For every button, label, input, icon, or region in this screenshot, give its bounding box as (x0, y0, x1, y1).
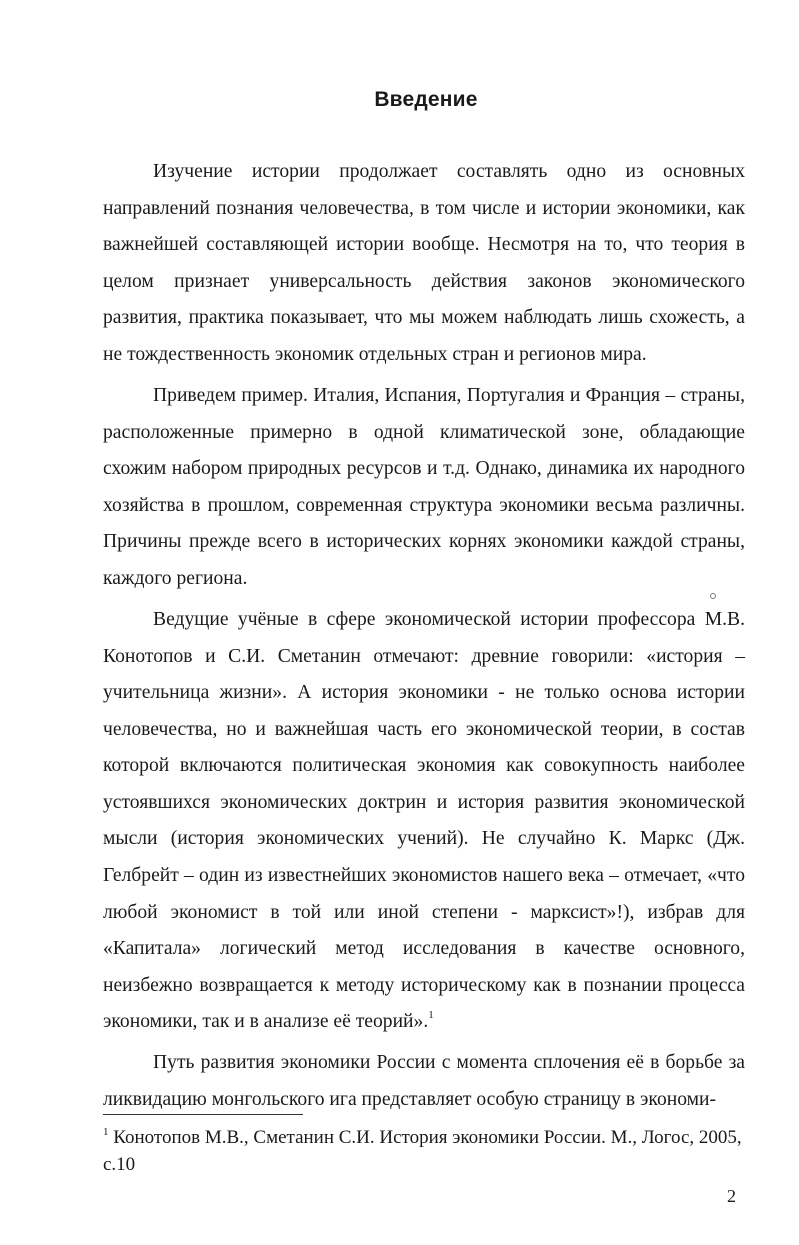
footnote-text: Конотопов М.В., Сметанин С.И. История экономики России. М., Логос, 2005, с.10 (103, 1127, 742, 1175)
footnote (103, 1124, 743, 1178)
paragraph-3 (103, 602, 745, 1041)
footnote-reference[interactable]: 1 (428, 1009, 434, 1022)
paragraph-1: Изучение истории продолжает составлять одно из основных направлений познания человечества, в том числе и истории экономики, как важнейшей составляющей истории вообще. Несмотря на то, что теория в целом признает универсальность действия законов экономического развития, практика показывает, что мы можем наблюдать лишь схожесть, а не тождественность экономик отдельных стран и регионов мира. (103, 161, 745, 365)
paragraph-2: Приведем пример. Италия, Испания, Португалия и Франция – страны, расположенные примерно в одной климатической зоне, обладающие схожим набором природных ресурсов и т.д. Однако, динамика их народного хозяйства в прошлом, современная структура экономики весьма различны. Причины прежде всего в исторических корнях экономики каждой страны, каждого региона. (103, 384, 745, 589)
footnote-divider (103, 1114, 303, 1115)
footnote-marker: 1 (103, 1126, 109, 1138)
scan-artifact-dot (710, 593, 716, 599)
body-text (103, 154, 745, 1123)
page-title: Введение (374, 88, 478, 111)
paragraph-4: Путь развития экономики России с момента сплочения её в борьбе за ликвидацию монгольского ига представляет особую страницу в экономи- (103, 1052, 745, 1111)
page-number: 2 (727, 1186, 736, 1206)
paragraph-3-text: Ведущие учёные в сфере экономической истории профессора М.В. Конотопов и С.И. Сметанин отмечают: древние говорили: «история – учительница жизни». А история экономики - не только основа истории человечества, но и важнейшая часть его экономической теории, в состав которой включаются политическая экономия как совокупность наиболее устоявшихся экономических доктрин и история развития экономической мысли (история экономических учений). Не случайно К. Маркс (Дж. Гелбрейт – один из известнейших экономистов нашего века – отмечает, «что любой экономист в той или иной степени - марксист»!), избрав для «Капитала» логический метод исследования в качестве основного, неизбежно возвращается к методу историческому как в познании процесса экономики, так и в анализе её теорий». (103, 608, 745, 1033)
